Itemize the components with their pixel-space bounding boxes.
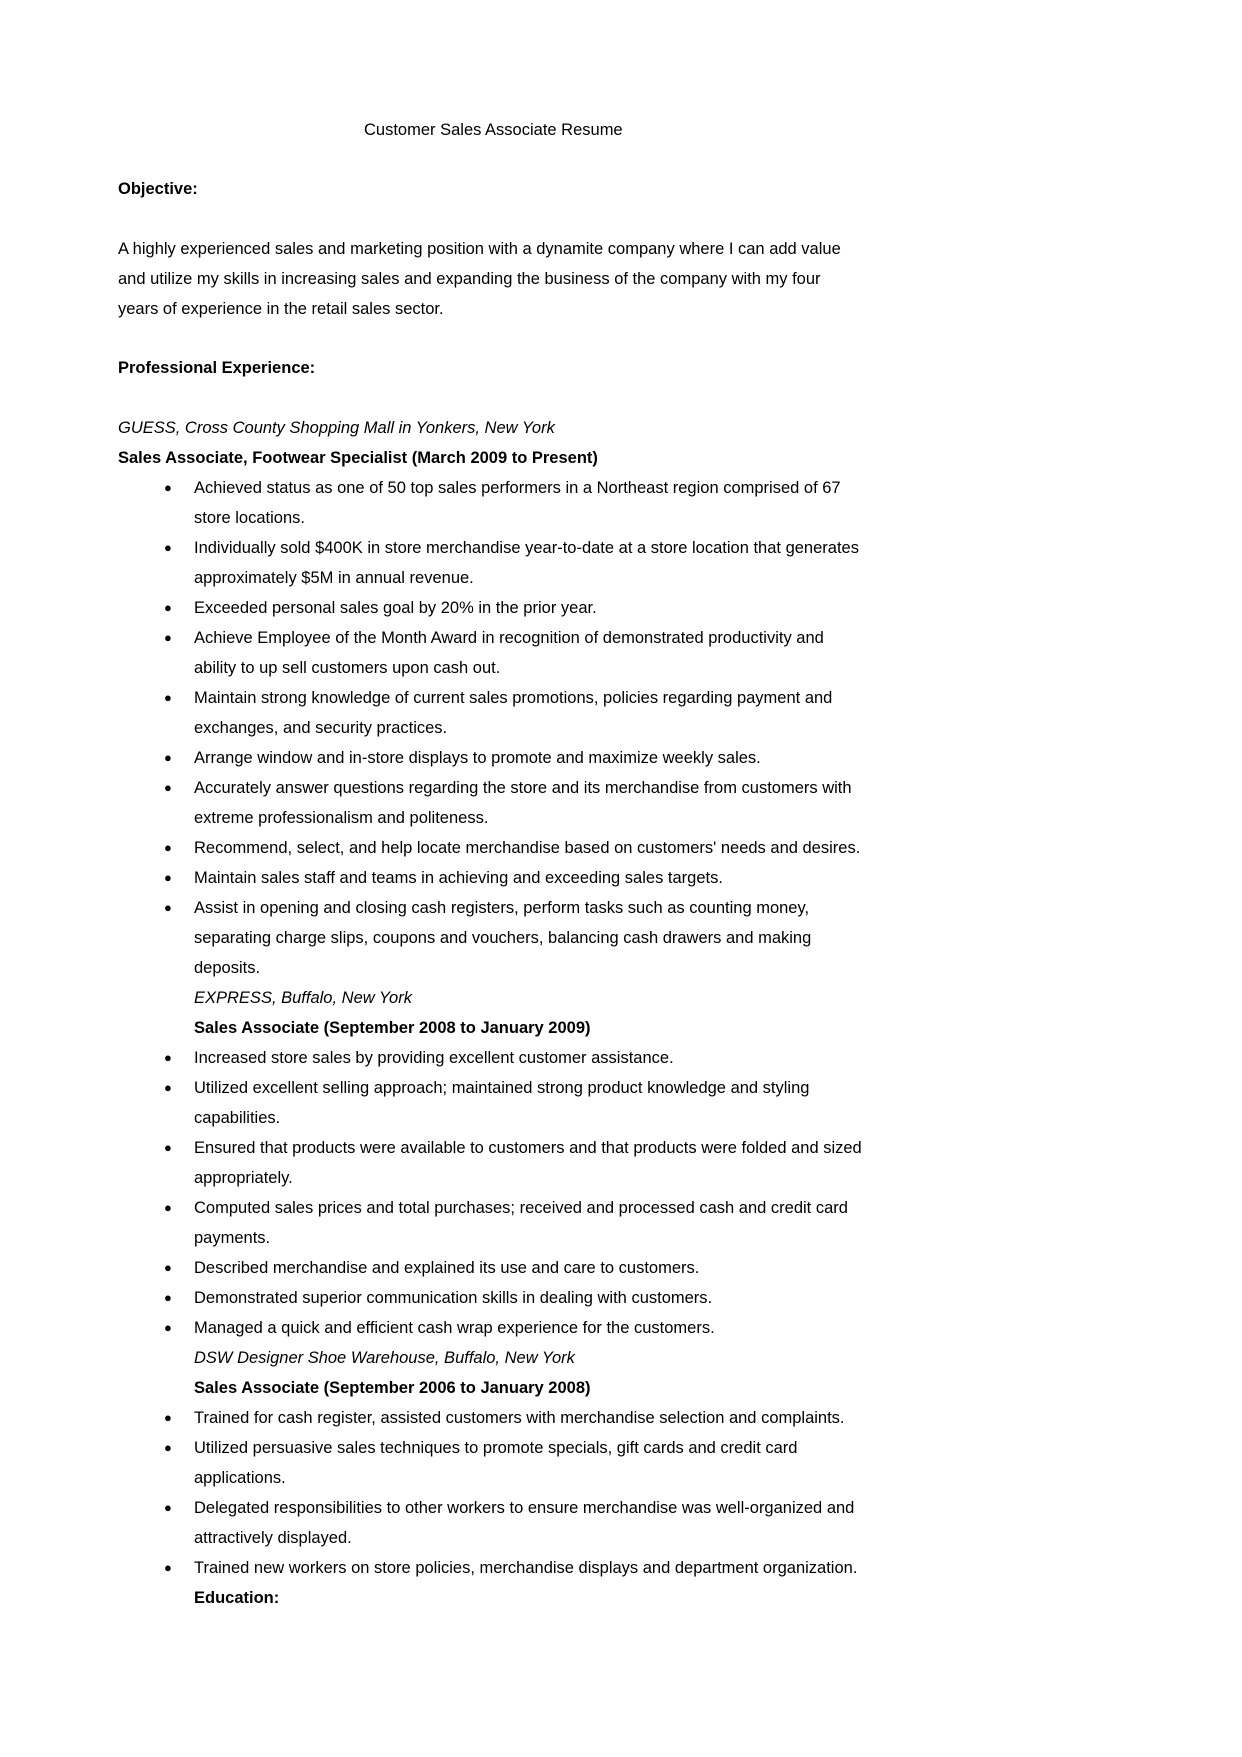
list-item <box>118 683 898 743</box>
bullet-text: Individually sold $400K in store merchandise year-to-date at a store location that generates <box>194 539 859 557</box>
list-item <box>118 623 898 683</box>
bullet-icon: ● <box>164 540 172 555</box>
bullet-icon: ● <box>164 900 172 915</box>
bullet-text: Maintain sales staff and teams in achieving and exceeding sales targets. <box>194 869 723 887</box>
bullet-text: ability to up sell customers upon cash out. <box>194 659 501 677</box>
experience-section <box>118 353 898 383</box>
list-item <box>118 863 898 893</box>
bullet-icon: ● <box>164 1050 172 1065</box>
bullet-text: Managed a quick and efficient cash wrap experience for the customers. <box>194 1319 715 1337</box>
job-company: DSW Designer Shoe Warehouse, Buffalo, New York <box>194 1349 575 1367</box>
job-bullets <box>118 473 898 983</box>
bullet-text: Recommend, select, and help locate merchandise based on customers' needs and desires. <box>194 839 861 857</box>
list-item <box>118 1493 898 1553</box>
list-item <box>118 833 898 863</box>
objective-line: A highly experienced sales and marketing position with a dynamite company where I can add value <box>118 240 841 258</box>
bullet-text: Assist in opening and closing cash registers, perform tasks such as counting money, <box>194 899 810 917</box>
bullet-text: Trained for cash register, assisted customers with merchandise selection and complaints. <box>194 1409 845 1427</box>
bullet-text: Achieve Employee of the Month Award in recognition of demonstrated productivity and <box>194 629 824 647</box>
bullet-text: capabilities. <box>194 1109 281 1127</box>
objective-line: and utilize my skills in increasing sales and expanding the business of the company with my four <box>118 270 821 288</box>
list-item <box>118 1133 898 1193</box>
bullet-icon: ● <box>164 1080 172 1095</box>
objective-heading: Objective: <box>118 180 198 198</box>
bullet-text: Computed sales prices and total purchases; received and processed cash and credit card <box>194 1199 848 1217</box>
list-item <box>118 1313 898 1343</box>
bullet-text: approximately $5M in annual revenue. <box>194 569 474 587</box>
bullet-text: Trained new workers on store policies, merchandise displays and department organization. <box>194 1559 858 1577</box>
list-item <box>118 533 898 593</box>
job-bullets <box>118 1043 898 1343</box>
bullet-icon: ● <box>164 1560 172 1575</box>
list-item <box>118 1073 898 1133</box>
list-item <box>118 1403 898 1433</box>
list-item <box>118 1433 898 1493</box>
list-item <box>118 473 898 533</box>
education-heading: Education: <box>194 1589 280 1607</box>
list-item <box>118 1043 898 1073</box>
list-item <box>118 743 898 773</box>
bullet-text: Arrange window and in-store displays to promote and maximize weekly sales. <box>194 749 761 767</box>
bullet-text: Described merchandise and explained its use and care to customers. <box>194 1259 700 1277</box>
bullet-text: Demonstrated superior communication skills in dealing with customers. <box>194 1289 713 1307</box>
bullet-text: extreme professionalism and politeness. <box>194 809 489 827</box>
job-role: Sales Associate, Footwear Specialist (March 2009 to Present) <box>118 449 598 467</box>
bullet-text: separating charge slips, coupons and vouchers, balancing cash drawers and making <box>194 929 812 947</box>
job-bullets <box>118 1403 898 1583</box>
bullet-text: Exceeded personal sales goal by 20% in the prior year. <box>194 599 597 617</box>
bullet-icon: ● <box>164 1440 172 1455</box>
bullet-text: Achieved status as one of 50 top sales performers in a Northeast region comprised of 67 <box>194 479 841 497</box>
bullet-icon: ● <box>164 780 172 795</box>
list-item <box>118 893 898 983</box>
objective-section <box>118 174 898 204</box>
bullet-icon: ● <box>164 1140 172 1155</box>
bullet-icon: ● <box>164 1260 172 1275</box>
bullet-icon: ● <box>164 600 172 615</box>
bullet-text: deposits. <box>194 959 261 977</box>
list-item <box>118 773 898 833</box>
bullet-icon: ● <box>164 750 172 765</box>
experience-heading: Professional Experience: <box>118 359 316 377</box>
bullet-icon: ● <box>164 630 172 645</box>
bullet-text: Utilized excellent selling approach; maintained strong product knowledge and styling <box>194 1079 810 1097</box>
list-item <box>118 1283 898 1313</box>
job-company: GUESS, Cross County Shopping Mall in Yonkers, New York <box>118 419 555 437</box>
objective-text <box>118 234 898 324</box>
bullet-text: Maintain strong knowledge of current sales promotions, policies regarding payment and <box>194 689 833 707</box>
bullet-text: Ensured that products were available to customers and that products were folded and sized <box>194 1139 862 1157</box>
bullet-icon: ● <box>164 1410 172 1425</box>
job-company: EXPRESS, Buffalo, New York <box>194 989 412 1007</box>
bullet-text: Utilized persuasive sales techniques to promote specials, gift cards and credit card <box>194 1439 798 1457</box>
bullet-text: payments. <box>194 1229 271 1247</box>
bullet-text: Accurately answer questions regarding the store and its merchandise from customers with <box>194 779 852 797</box>
bullet-icon: ● <box>164 1320 172 1335</box>
list-item <box>118 1553 898 1583</box>
bullet-icon: ● <box>164 1200 172 1215</box>
bullet-text: attractively displayed. <box>194 1529 352 1547</box>
bullet-icon: ● <box>164 690 172 705</box>
bullet-text: applications. <box>194 1469 286 1487</box>
job-role: Sales Associate (September 2008 to January 2009) <box>194 1019 591 1037</box>
bullet-icon: ● <box>164 1290 172 1305</box>
list-item <box>118 1253 898 1283</box>
objective-line: years of experience in the retail sales sector. <box>118 300 444 318</box>
bullet-text: store locations. <box>194 509 305 527</box>
job-role: Sales Associate (September 2006 to January 2008) <box>194 1379 591 1397</box>
bullet-icon: ● <box>164 480 172 495</box>
bullet-icon: ● <box>164 1500 172 1515</box>
bullet-text: appropriately. <box>194 1169 293 1187</box>
list-item <box>118 1193 898 1253</box>
list-item <box>118 593 898 623</box>
experience-body <box>118 413 898 1613</box>
document-title: Customer Sales Associate Resume <box>364 121 623 139</box>
bullet-text: exchanges, and security practices. <box>194 719 448 737</box>
bullet-icon: ● <box>164 870 172 885</box>
bullet-text: Delegated responsibilities to other workers to ensure merchandise was well-organized and <box>194 1499 855 1517</box>
bullet-icon: ● <box>164 840 172 855</box>
bullet-text: Increased store sales by providing excellent customer assistance. <box>194 1049 674 1067</box>
